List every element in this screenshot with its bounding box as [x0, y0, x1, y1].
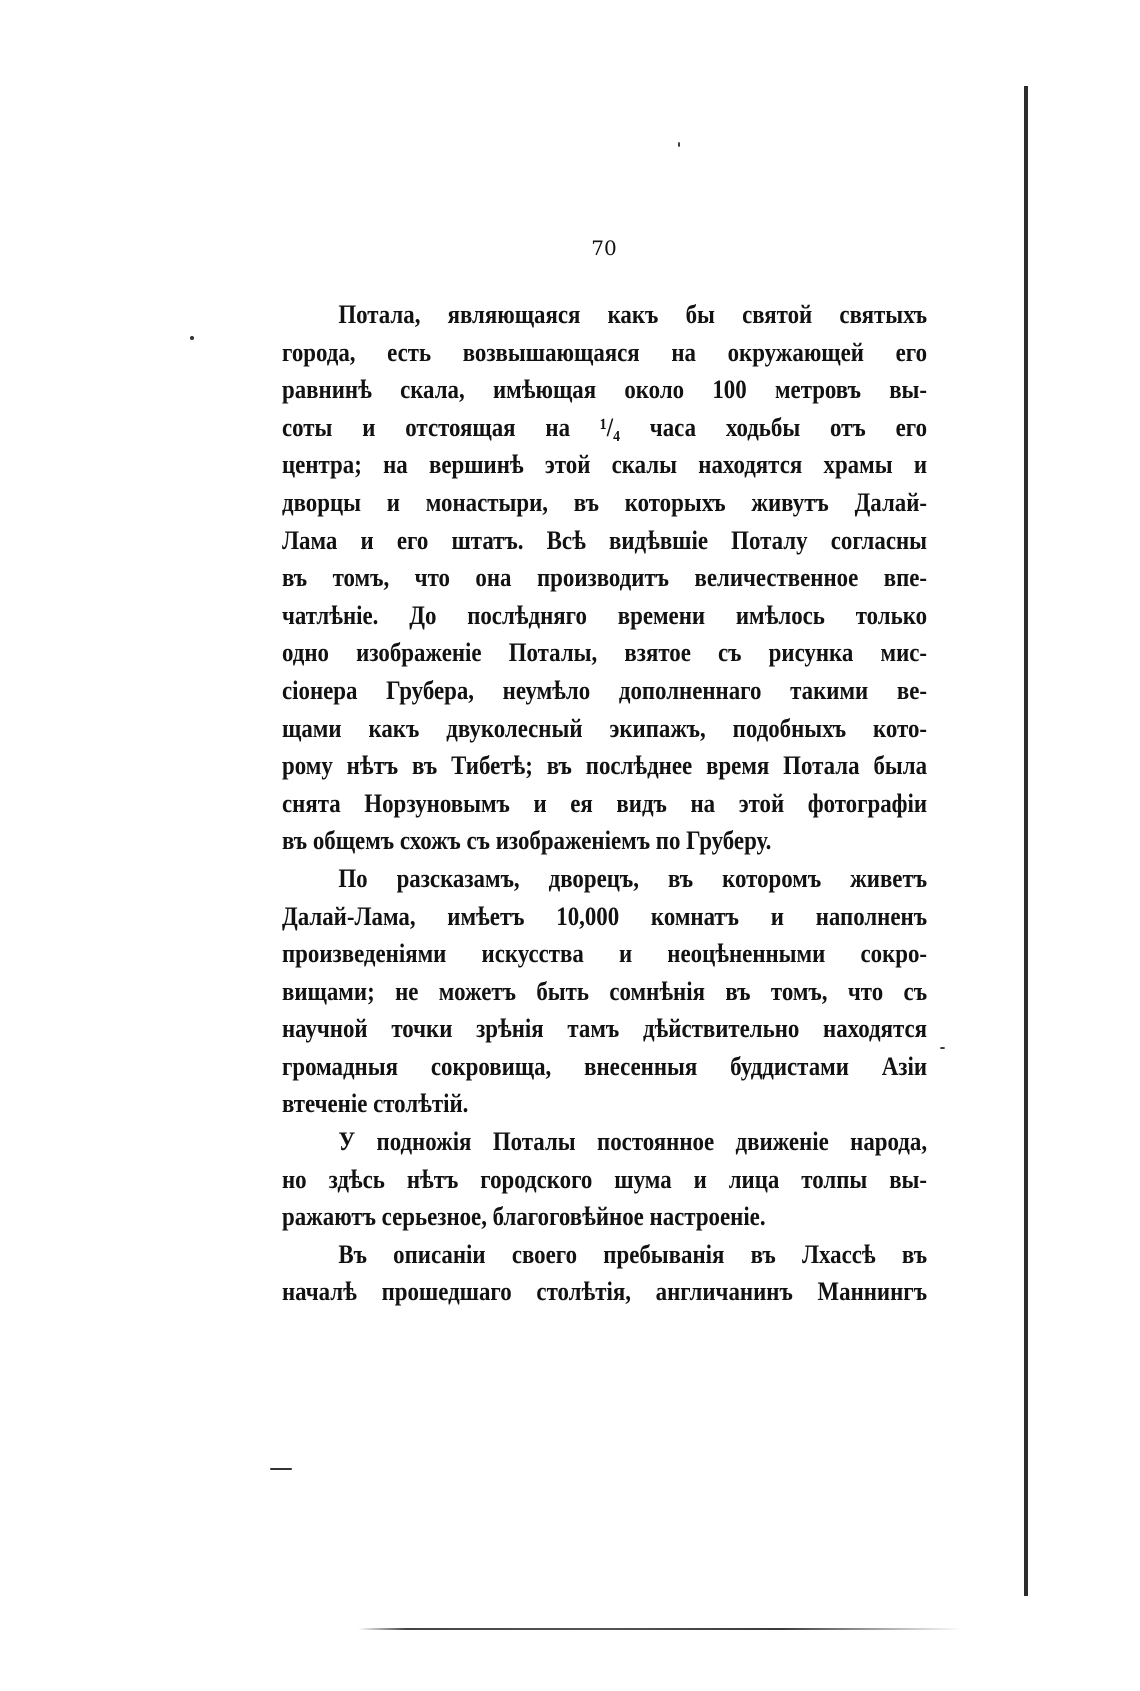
- text-line: По разсказамъ, дворецъ, въ которомъ живетъ: [338, 863, 928, 893]
- text-line: громадныя сокровища, внесенныя буддистами Азіи: [282, 1051, 928, 1081]
- text-line: но здѣсь нѣтъ городского шума и лица толпы вы-: [282, 1164, 928, 1194]
- text-line: Потала, являющаяся какъ бы святой святыхъ: [338, 300, 928, 329]
- text-line: научной точки зрѣнія тамъ дѣйствительно находятся: [282, 1014, 928, 1044]
- text-line: Далай-Лама, имѣетъ 10,000 комнатъ и наполненъ: [282, 901, 928, 931]
- page-number: 70: [591, 236, 617, 260]
- text-line: чатлѣніе. До послѣдняго времени имѣлось только: [282, 600, 928, 630]
- body-text: [282, 296, 927, 1311]
- scan-speck: [270, 1468, 292, 1470]
- text-line: сіонера Грубера, неумѣло дополненнаго такими ве-: [282, 675, 928, 705]
- text-line: ражаютъ серьезное, благоговѣйное настроеніе.: [282, 1202, 766, 1232]
- scan-speck: [678, 142, 680, 147]
- text-line: равнинѣ скала, имѣющая около 100 метровъ вы-: [282, 375, 928, 405]
- text-line: соты и отстоящая на ¹/₄ часа ходьбы отъ его: [282, 412, 928, 442]
- text-line: вищами; не можетъ быть сомнѣнія въ томъ, что съ: [282, 976, 928, 1006]
- text-line: города, есть возвышающаяся на окружающей его: [282, 337, 928, 367]
- text-line: У подножія Поталы постоянное движеніе народа,: [338, 1127, 928, 1157]
- text-line: въ общемъ схожъ съ изображеніемъ по Груберу.: [282, 826, 772, 856]
- text-line: произведеніями искусства и неоцѣненными сокро-: [282, 939, 928, 969]
- text-line: Въ описаніи своего пребыванія въ Лхассѣ въ: [338, 1239, 928, 1269]
- text-line: центра; на вершинѣ этой скалы находятся храмы и: [282, 450, 928, 480]
- text-line: снята Норзуновымъ и ея видъ на этой фотографіи: [282, 788, 928, 818]
- text-line: въ томъ, что она производитъ величественное впе-: [282, 563, 928, 593]
- text-line: щами какъ двуколесный экипажъ, подобныхъ кото-: [282, 713, 928, 743]
- text-line: одно изображеніе Поталы, взятое съ рисунка мис-: [282, 638, 928, 668]
- scan-speck: [190, 336, 194, 340]
- text-line: Лама и его штатъ. Всѣ видѣвшіе Поталу согласны: [282, 525, 928, 555]
- text-line: дворцы и монастыри, въ которыхъ живутъ Далай-: [282, 487, 928, 517]
- text-line: началѣ прошедшаго столѣтія, англичанинъ Маннингъ: [282, 1277, 928, 1307]
- text-line: втеченіе столѣтій.: [282, 1089, 469, 1119]
- text-line: рому нѣтъ въ Тибетѣ; въ послѣднее время Потала была: [282, 751, 928, 781]
- scan-edge-line: [1024, 86, 1028, 1596]
- scan-speck: [940, 1047, 945, 1049]
- bottom-rule: [358, 1628, 962, 1630]
